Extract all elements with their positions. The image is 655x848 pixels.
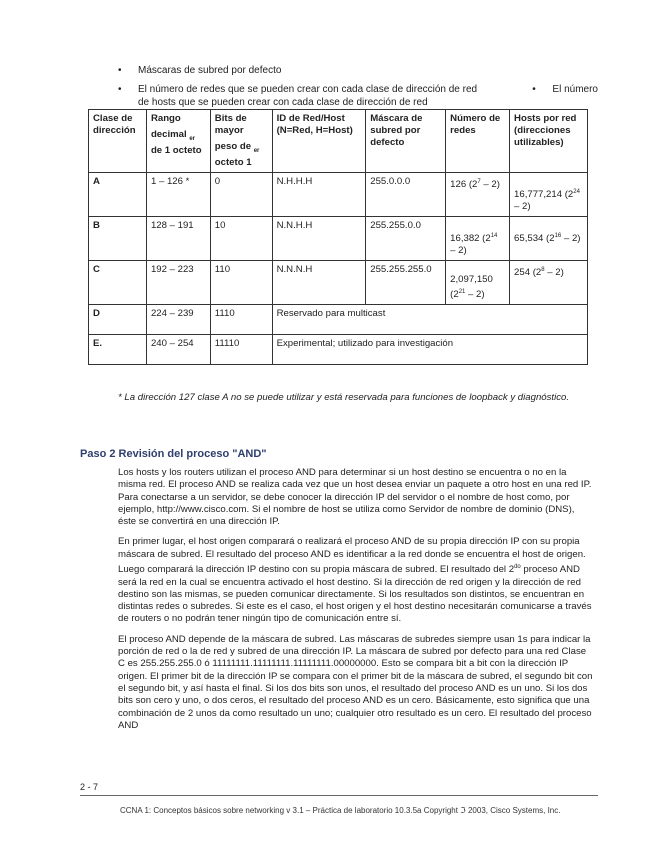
header-bits-top: Bits de mayor <box>214 113 247 136</box>
redes-end: – 2) <box>465 289 485 301</box>
header-bits-er: er <box>253 147 260 154</box>
page-number: 2 - 7 <box>80 782 99 792</box>
header-bits-bottom: octeto 1 <box>214 156 252 168</box>
hosts-exp: 8 <box>541 267 545 274</box>
cell-clase: A <box>89 172 147 216</box>
hosts-base: 254 (2 <box>514 267 542 279</box>
cell-redes <box>446 172 510 216</box>
cell-rango: 192 – 223 <box>146 261 210 305</box>
cell-redes <box>446 261 510 305</box>
paragraph-3: El proceso AND depende de la máscara de subred. Las máscaras de subredes siempre usan 1s para indicar la porción de red o la de red y subred de una dirección IP. La máscara de subred por defecto para una red Clase C es 255.255.255.0 ó 11111111.11111111.11111111.00000000. Esto se compara bit a bit con la dirección IP origen. El primer bit de la dirección IP se compara con el primer bit de la máscara de subred, el segundo bit con el segundo bit, y así hasta el final. Si los dos bits son unos, el resultado del proceso AND es un uno. Si los dos bits son cero y uno, o dos ceros, el resultado del proceso AND es un cero. Básicamente, esto significa que una combinación de 2 unos da como resultado un uno; cualquier otro resultado es un cero. El resultado del proceso AND <box>118 633 593 731</box>
cell-id: N.N.H.H <box>272 217 366 261</box>
table-row-a <box>89 172 588 216</box>
bullet-dot: • <box>118 84 122 95</box>
header-numredes: Número de redes <box>446 110 510 173</box>
redes-exp: 7 <box>477 178 481 185</box>
hosts-exp: 16 <box>554 233 562 240</box>
cell-id: N.N.N.H <box>272 261 366 305</box>
cell-mascara: 255.0.0.0 <box>366 172 446 216</box>
bullet-text-cont: de hosts que se pueden crear con cada clase de dirección de red <box>138 97 428 108</box>
redes-base: 16,382 (2 <box>450 233 491 245</box>
footer-divider <box>80 795 598 796</box>
header-rango-top: Rango <box>150 113 181 124</box>
bullet-item-networks <box>118 83 598 109</box>
cell-hosts <box>510 172 588 216</box>
bullet-item-masks <box>118 64 598 77</box>
bullet-dot-inline: • <box>532 84 536 95</box>
cell-bits: 10 <box>210 217 272 261</box>
cell-rango: 128 – 191 <box>146 217 210 261</box>
cell-mascara: 255.255.0.0 <box>366 217 446 261</box>
header-idred: ID de Red/Host (N=Red, H=Host) <box>272 110 366 173</box>
paragraph-2 <box>118 536 594 625</box>
header-clase: Clase de dirección <box>89 110 147 173</box>
cell-bits: 110 <box>210 261 272 305</box>
bullet-dot: • <box>118 65 122 76</box>
section-title: Paso 2 Revisión del proceso "AND" <box>80 448 267 460</box>
header-hosts: Hosts por red (direcciones utilizables) <box>510 110 588 173</box>
table-row-c <box>89 261 588 305</box>
header-rango <box>146 110 210 173</box>
hosts-base: 65,534 (2 <box>514 233 555 245</box>
cell-rango: 1 – 126 * <box>146 172 210 216</box>
bullet-text-right <box>532 83 598 96</box>
bullet-text-number: El número <box>552 84 598 95</box>
ip-class-table <box>88 109 588 365</box>
cell-clase: E. <box>89 335 147 365</box>
hosts-base: 16,777,214 (2 <box>514 189 574 201</box>
header-bits <box>210 110 272 173</box>
table-row-d <box>89 305 588 335</box>
redes-base: 2,097,150 (2 <box>450 274 493 301</box>
cell-hosts <box>510 261 588 305</box>
redes-exp: 21 <box>458 289 466 296</box>
paragraph-2-part-b: proceso AND será la red en la cual se encuentra activado el host destino. Si la dirección de red origen y la dirección de red destino son las mismas, se pueden comunicar directamente. Si los resultados son distintos, se encuentran en distintas redes o subredes. Si este es el caso, el host origen y el host destino necesitarán comunicarse a través de routers o no podrán tener ningún tipo de comunicación entre sí. <box>118 564 592 625</box>
cell-hosts <box>510 217 588 261</box>
hosts-end: – 2) <box>514 201 531 213</box>
paragraph-2-part-a: En primer lugar, el host origen comparará o realizará el proceso AND de su propia dirección IP con su propia máscara de subred. El resultado del proceso AND es identificar a la red donde se encuentra el host de origen. Luego comparará la dirección IP destino con su propia máscara de subred. El resultado del 2 <box>118 536 586 576</box>
bullet-text: Máscaras de subred por defecto <box>138 65 282 76</box>
cell-redes <box>446 217 510 261</box>
redes-end: – 2) <box>450 245 467 257</box>
header-rango-bottom: de 1 octeto <box>150 144 202 156</box>
cell-span: Experimental; utilizado para investigación <box>272 335 587 365</box>
table-footnote: * La dirección 127 clase A no se puede utilizar y está reservada para funciones de loopback y diagnóstico. <box>118 392 570 403</box>
cell-mascara: 255.255.255.0 <box>366 261 446 305</box>
cell-clase: D <box>89 305 147 335</box>
cell-clase: B <box>89 217 147 261</box>
cell-bits: 0 <box>210 172 272 216</box>
cell-id: N.H.H.H <box>272 172 366 216</box>
cell-span: Reservado para multicast <box>272 305 587 335</box>
table-row-b <box>89 217 588 261</box>
hosts-end: – 2) <box>544 267 564 279</box>
body-text <box>118 467 594 740</box>
hosts-end: – 2) <box>561 233 581 245</box>
redes-base: 126 (2 <box>450 179 478 191</box>
redes-exp: 14 <box>490 233 498 240</box>
cell-clase: C <box>89 261 147 305</box>
cell-rango: 224 – 239 <box>146 305 210 335</box>
cell-bits: 1110 <box>210 305 272 335</box>
bullet-list <box>118 64 598 115</box>
paragraph-2-sup: do <box>514 564 521 571</box>
table-header-row <box>89 110 588 173</box>
header-bits-sub: peso de <box>214 141 252 152</box>
cell-bits: 11110 <box>210 335 272 365</box>
redes-end: – 2) <box>480 179 500 191</box>
hosts-exp: 24 <box>573 188 580 195</box>
header-rango-sub: decimal <box>150 129 187 140</box>
footer-copyright: CCNA 1: Conceptos básicos sobre networking v 3.1 – Práctica de laboratorio 10.3.5a Copyright ℑ 2003, Cisco Systems, Inc. <box>120 806 561 815</box>
table-row-e <box>89 335 588 365</box>
bullet-text: El número de redes que se pueden crear con cada clase de dirección de red <box>138 84 478 95</box>
header-rango-er: er <box>189 135 196 142</box>
header-mascara: Máscara de subred por defecto <box>366 110 446 173</box>
cell-rango: 240 – 254 <box>146 335 210 365</box>
paragraph-1: Los hosts y los routers utilizan el proceso AND para determinar si un host destino se encuentra o no en la misma red. El proceso AND se realiza cada vez que un host desea enviar un paquete a otro host en una red IP. Para conectarse a un servidor, se debe conocer la dirección IP del servidor o el nombre de host como, por ejemplo, http://www.cisco.com. Si el nombre de host se utiliza como Servidor de nombre de dominio (DNS), éste se convertirá en una dirección IP. <box>118 467 592 528</box>
